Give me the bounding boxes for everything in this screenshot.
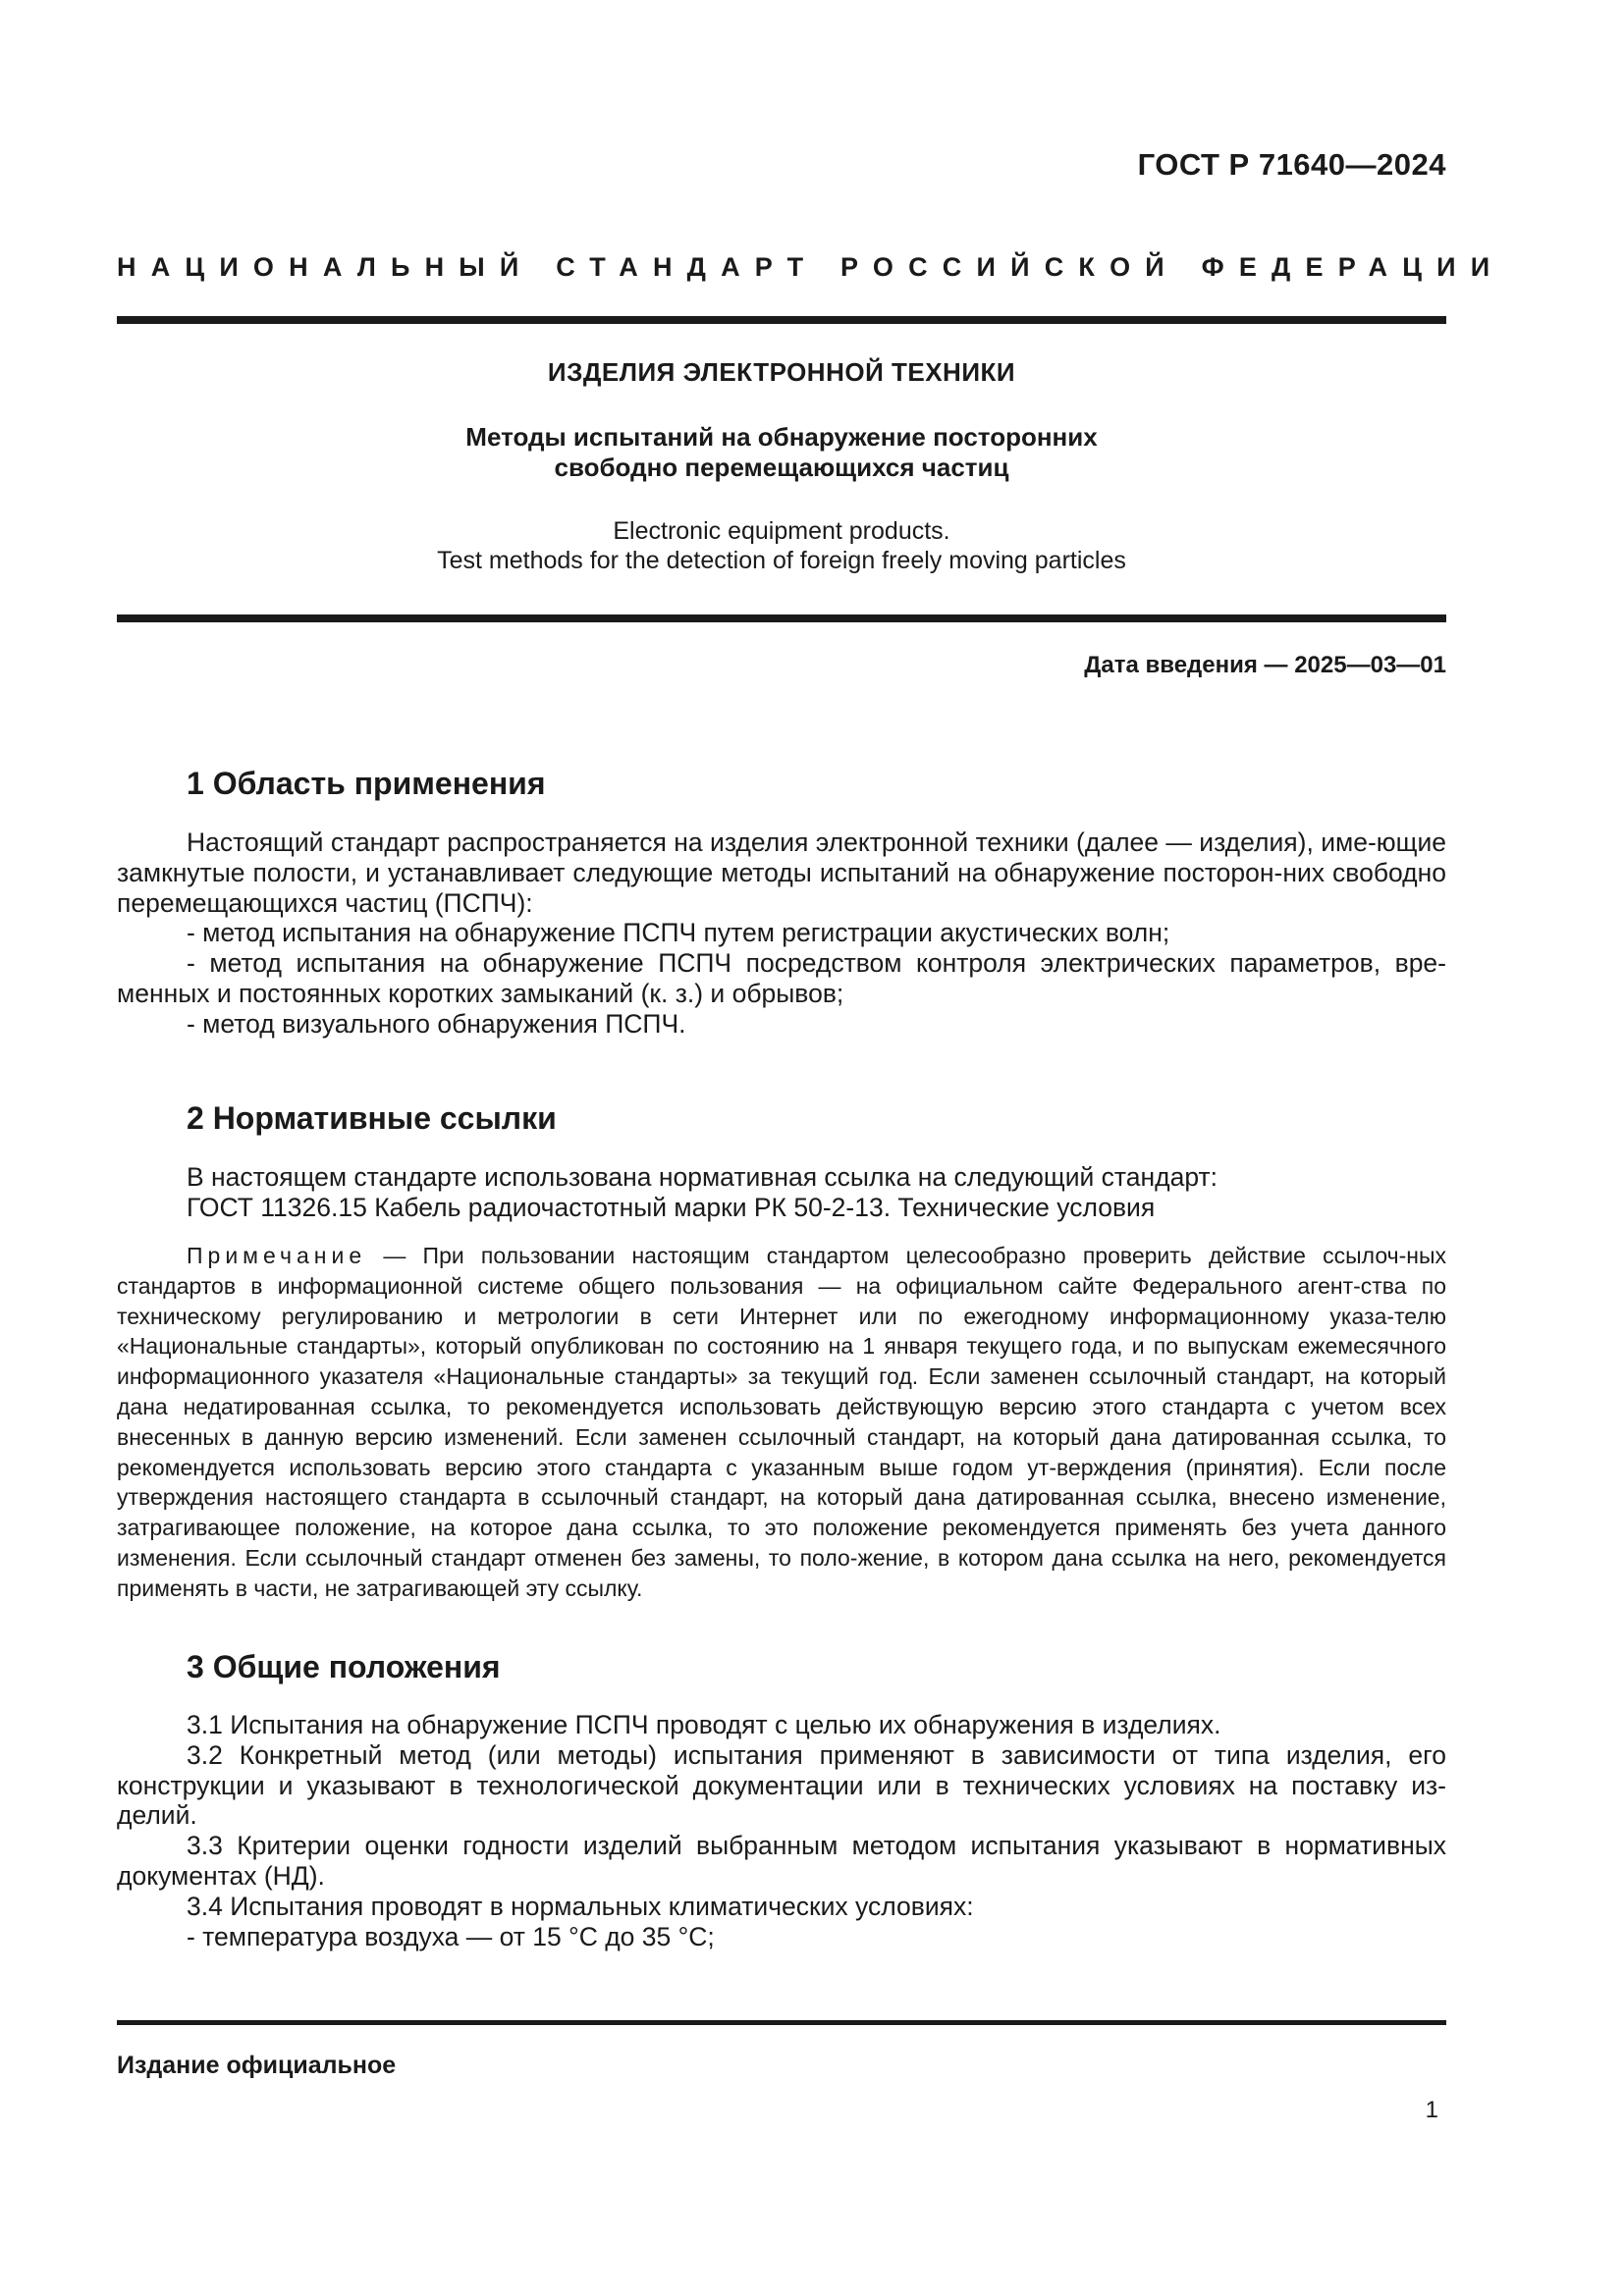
top-divider [117, 316, 1446, 324]
paragraph: В настоящем стандарте использована нормативная ссылка на следующий стандарт: [187, 1162, 1218, 1192]
note-text: — При пользовании настоящим стандартом целесообразно проверить действие ссылоч-ных стандартов в информационной системе общего пользования — на официальном сайте Федерального агент-ства по техническому регулированию и метрологии в сети Интернет или по ежегодному информационному указа-телю «Национальные стандарты», который опубликован по состоянию на 1 января текущего года, и по выпускам ежемесячного информационного указателя «Национальные стандарты» за текущий год. Если заменен ссылочный стандарт, на который дана недатированная ссылка, то рекомендуется использовать действующую версию этого стандарта с учетом всех внесенных в данную версию изменений. Если заменен ссылочный стандарт, на который дана датированная ссылка, то рекомендуется использовать версию этого стандарта с указанным выше годом ут-верждения (принятия). Если после утверждения настоящего стандарта в ссылочный стандарт, на который дана датированная ссылка, внесено изменение, затрагивающее положение, на которое дана ссылка, то это положение рекомендуется применять без учета данного изменения. Если ссылочный стандарт отменен без замены, то поло-жение, в котором дана ссылка на него, рекомендуется применять в части, не затрагивающей эту ссылку. [117, 1243, 1446, 1601]
paragraph: 3.2 Конкретный метод (или методы) испытания применяют в зависимости от типа изделия, его конструкции и указывают в технологической документации или в технических условиях на поставку из-делий. [117, 1739, 1446, 1831]
english-title-line: Test methods for the detection of foreign freely moving particles [437, 547, 1126, 574]
section-2-heading: 2 Нормативные ссылки [187, 1100, 557, 1136]
paragraph: 3.3 Критерии оценки годности изделий выбранным методом испытания указывают в нормативных документах (НД). [117, 1831, 1446, 1891]
page-number: 1 [1425, 2097, 1438, 2123]
paragraph: Настоящий стандарт распространяется на изделия электронной техники (далее — изделия), име-ющие замкнутые полости, и устанавливает следующие методы испытаний на обнаружение посторон-них свободно перемещающихся частиц (ПСПЧ): [117, 828, 1446, 918]
section-3-heading: 3 Общие положения [187, 1649, 501, 1684]
list-item: - метод визуального обнаружения ПСПЧ. [187, 1008, 686, 1039]
document-title: ИЗДЕЛИЯ ЭЛЕКТРОННОЙ ТЕХНИКИ [547, 357, 1016, 387]
national-standard-banner: НАЦИОНАЛЬНЫЙ СТАНДАРТ РОССИЙСКОЙ ФЕДЕРАЦИИ [117, 252, 1505, 282]
list-item: - метод испытания на обнаружение ПСПЧ путем регистрации акустических волн; [187, 918, 1170, 948]
note-label: Примечание [187, 1243, 367, 1268]
paragraph: 3.1 Испытания на обнаружение ПСПЧ проводят с целью их обнаружения в изделиях. [187, 1710, 1221, 1739]
title-divider [117, 614, 1446, 622]
list-item: - температура воздуха — от 15 °С до 35 °С; [187, 1921, 715, 1951]
subtitle-line: свободно перемещающихся частиц [554, 453, 1009, 482]
footer-divider [117, 2020, 1446, 2025]
introduction-date: Дата введения — 2025—03—01 [1084, 652, 1446, 678]
section-1-body [117, 828, 1446, 1040]
document-number: ГОСТ Р 71640—2024 [1137, 147, 1446, 182]
reference-item: ГОСТ 11326.15 Кабель радиочастотный марки РК 50-2-13. Технические условия [187, 1192, 1156, 1222]
section-2-body [117, 1162, 1446, 1223]
english-title [117, 516, 1446, 575]
section-1-heading: 1 Область применения [187, 766, 546, 801]
english-title-line: Electronic equipment products. [613, 517, 950, 545]
document-subtitle [117, 422, 1446, 483]
edition-label: Издание официальное [117, 2052, 397, 2079]
section-3-body [117, 1710, 1446, 1951]
subtitle-line: Методы испытаний на обнаружение посторонних [465, 422, 1098, 452]
note-block [117, 1241, 1446, 1604]
paragraph: 3.4 Испытания проводят в нормальных климатических условиях: [187, 1891, 974, 1921]
list-item: - метод испытания на обнаружение ПСПЧ посредством контроля электрических параметров, вре-менных и постоянных коротких замыканий (к. з.) и обрывов; [117, 948, 1446, 1008]
